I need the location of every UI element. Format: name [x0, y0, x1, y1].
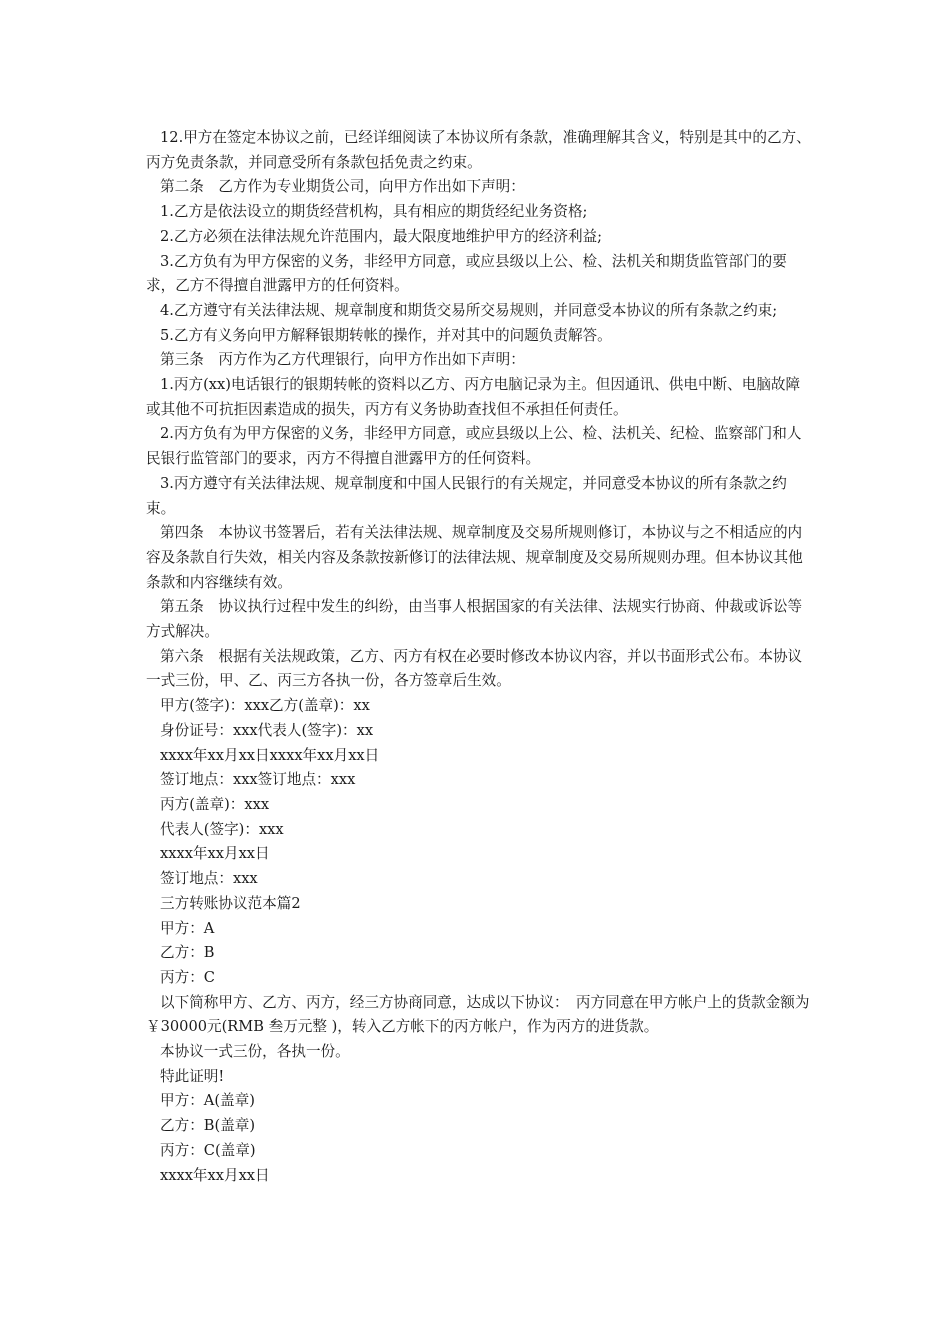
article-3-item-3: 3.丙方遵守有关法律法规、规章制度和中国人民银行的有关规定，并同意受本协议的所有条款之约束。 — [146, 474, 787, 517]
document-body — [146, 126, 812, 1188]
signature-party-a-b: 甲方(签字)：xxx乙方(盖章)：xx — [160, 697, 370, 715]
article-2-item-1: 1.乙方是依法设立的期货经营机构，具有相应的期货经纪业务资格; — [160, 203, 588, 221]
article-2-item-3: 3.乙方负有为甲方保密的义务，非经甲方同意，或应县级以上公、检、法机关和期货监管部门的要求，乙方不得擅自泄露甲方的任何资料。 — [146, 252, 787, 295]
article-2-heading: 第二条 乙方作为专业期货公司，向甲方作出如下声明： — [160, 178, 525, 196]
clause-1-item-12: 12.甲方在签定本协议之前，已经详细阅读了本协议所有条款，准确理解其含义，特别是其中的乙方、丙方免责条款，并同意受所有条款包括免责之约束。 — [146, 129, 811, 171]
signature-party-c: 丙方(盖章)：xxx — [160, 795, 270, 813]
seal-party-a: 甲方：A(盖章) — [160, 1092, 255, 1110]
article-3-item-2: 2.丙方负有为甲方保密的义务，非经甲方同意，或应县级以上公、检、法机关、纪检、监察部门和人民银行监管部门的要求，丙方不得擅自泄露甲方的任何资料。 — [146, 425, 802, 468]
party-a: 甲方：A — [160, 919, 215, 937]
final-date: xxxx年xx月xx日 — [160, 1166, 270, 1184]
certification-note: 特此证明! — [160, 1067, 225, 1085]
seal-party-c: 丙方：C(盖章) — [160, 1141, 256, 1159]
section-title-template-2: 三方转账协议范本篇2 — [160, 894, 301, 912]
signature-c-representative: 代表人(签字)：xxx — [160, 820, 284, 838]
article-2-item-5: 5.乙方有义务向甲方解释银期转帐的操作，并对其中的问题负责解答。 — [160, 326, 612, 344]
signature-c-date: xxxx年xx月xx日 — [160, 845, 270, 863]
signature-id-representative: 身份证号：xxx代表人(签字)：xx — [160, 721, 374, 739]
signature-c-place: 签订地点：xxx — [160, 870, 258, 888]
article-3-heading: 第三条 丙方作为乙方代理银行，向甲方作出如下声明： — [160, 351, 525, 369]
article-5: 第五条 协议执行过程中发生的纠纷，由当事人根据国家的有关法律、法规实行协商、仲裁或诉讼等方式解决。 — [146, 598, 803, 641]
article-4: 第四条 本协议书签署后，若有关法律法规、规章制度及交易所规则修订，本协议与之不相适应的内容及条款自行失效，相关内容及条款按新修订的法律法规、规章制度及交易所规则办理。但本协议其他条款和内容继续有效。 — [146, 524, 803, 591]
article-2-item-4: 4.乙方遵守有关法律法规、规章制度和期货交易所交易规则，并同意受本协议的所有条款之约束; — [160, 301, 778, 319]
article-2-item-2: 2.乙方必须在法律法规允许范围内，最大限度地维护甲方的经济利益; — [160, 227, 603, 245]
signature-places: 签订地点：xxx签订地点：xxx — [160, 771, 356, 789]
party-b: 乙方：B — [160, 944, 215, 962]
signature-dates: xxxx年xx月xx日xxxx年xx月xx日 — [160, 746, 380, 764]
article-6: 第六条 根据有关法规政策，乙方、丙方有权在必要时修改本协议内容，并以书面形式公布。本协议一式三份，甲、乙、丙三方各执一份，各方签章后生效。 — [146, 647, 803, 690]
copies-note: 本协议一式三份，各执一份。 — [160, 1043, 350, 1061]
agreement-body: 以下简称甲方、乙方、丙方，经三方协商同意，达成以下协议： 丙方同意在甲方帐户上的货款金额为￥30000元(RMB 叁万元整 )，转入乙方帐下的丙方帐户，作为丙方的进货款。 — [146, 993, 810, 1036]
party-c: 丙方：C — [160, 968, 215, 986]
article-3-item-1: 1.丙方(xx)电话银行的银期转帐的资料以乙方、丙方电脑记录为主。但因通讯、供电中断、电脑故障或其他不可抗拒因素造成的损失，丙方有义务协助查找但不承担任何责任。 — [146, 376, 801, 418]
seal-party-b: 乙方：B(盖章) — [160, 1117, 256, 1135]
